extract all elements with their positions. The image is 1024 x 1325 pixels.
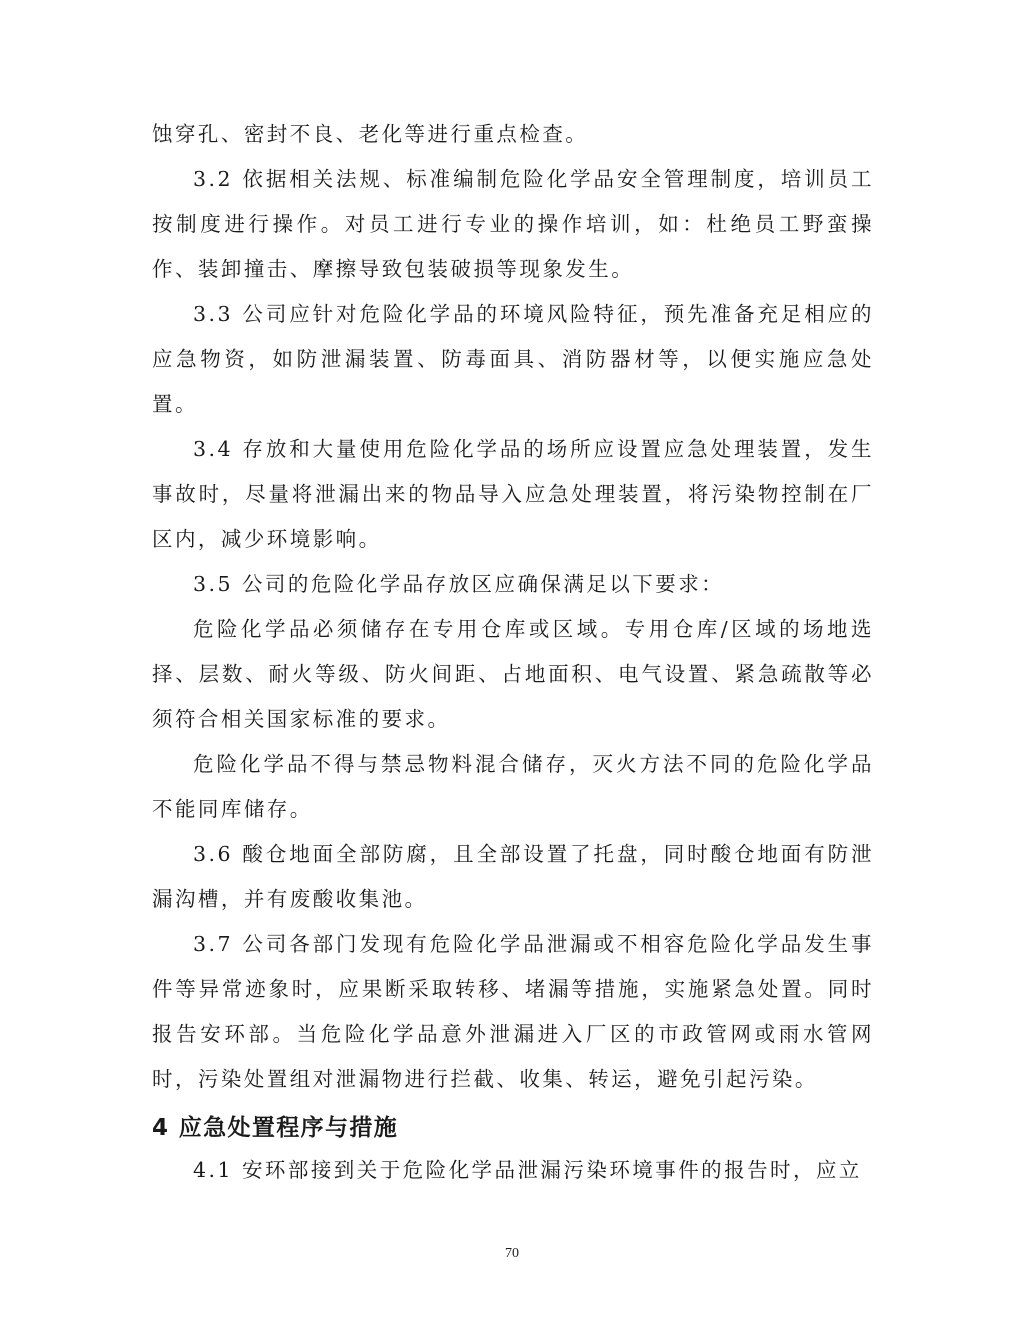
paragraph-3-3: 3.3 公司应针对危险化学品的环境风险特征，预先准备充足相应的应急物资，如防泄漏装置、防毒面具、消防器材等，以便实施应急处置。 (152, 302, 874, 416)
paragraph-storage-prohibition: 危险化学品不得与禁忌物料混合储存，灭火方法不同的危险化学品不能同库储存。 (152, 752, 874, 821)
document-body (152, 112, 874, 1193)
paragraph-3-4: 3.4 存放和大量使用危险化学品的场所应设置应急处理装置，发生事故时，尽量将泄漏出来的物品导入应急处理装置，将污染物控制在厂区内，减少环境影响。 (152, 437, 874, 551)
paragraph-3-2: 3.2 依据相关法规、标准编制危险化学品安全管理制度，培训员工按制度进行操作。对员工进行专业的操作培训，如：杜绝员工野蛮操作、装卸撞击、摩擦导致包装破损等现象发生。 (152, 167, 874, 281)
paragraph-4-1: 4.1 安环部接到关于危险化学品泄漏污染环境事件的报告时，应立 (193, 1158, 862, 1182)
paragraph-3-7: 3.7 公司各部门发现有危险化学品泄漏或不相容危险化学品发生事件等异常迹象时，应果断采取转移、堵漏等措施，实施紧急处置。同时报告安环部。当危险化学品意外泄漏进入厂区的市政管网或雨水管网时，污染处置组对泄漏物进行拦截、收集、转运，避免引起污染。 (152, 932, 874, 1091)
paragraph-3-5: 3.5 公司的危险化学品存放区应确保满足以下要求： (193, 572, 725, 596)
paragraph-storage-requirement: 危险化学品必须储存在专用仓库或区域。专用仓库/区域的场地选择、层数、耐火等级、防火间距、占地面积、电气设置、紧急疏散等必须符合相关国家标准的要求。 (152, 617, 874, 731)
page-number: 70 (505, 1246, 519, 1261)
paragraph-continuation: 蚀穿孔、密封不良、老化等进行重点检查。 (152, 122, 589, 146)
section-heading: 4 应急处置程序与措施 (152, 1115, 399, 1141)
paragraph-3-6: 3.6 酸仓地面全部防腐，且全部设置了托盘，同时酸仓地面有防泄漏沟槽，并有废酸收集池。 (152, 842, 874, 911)
